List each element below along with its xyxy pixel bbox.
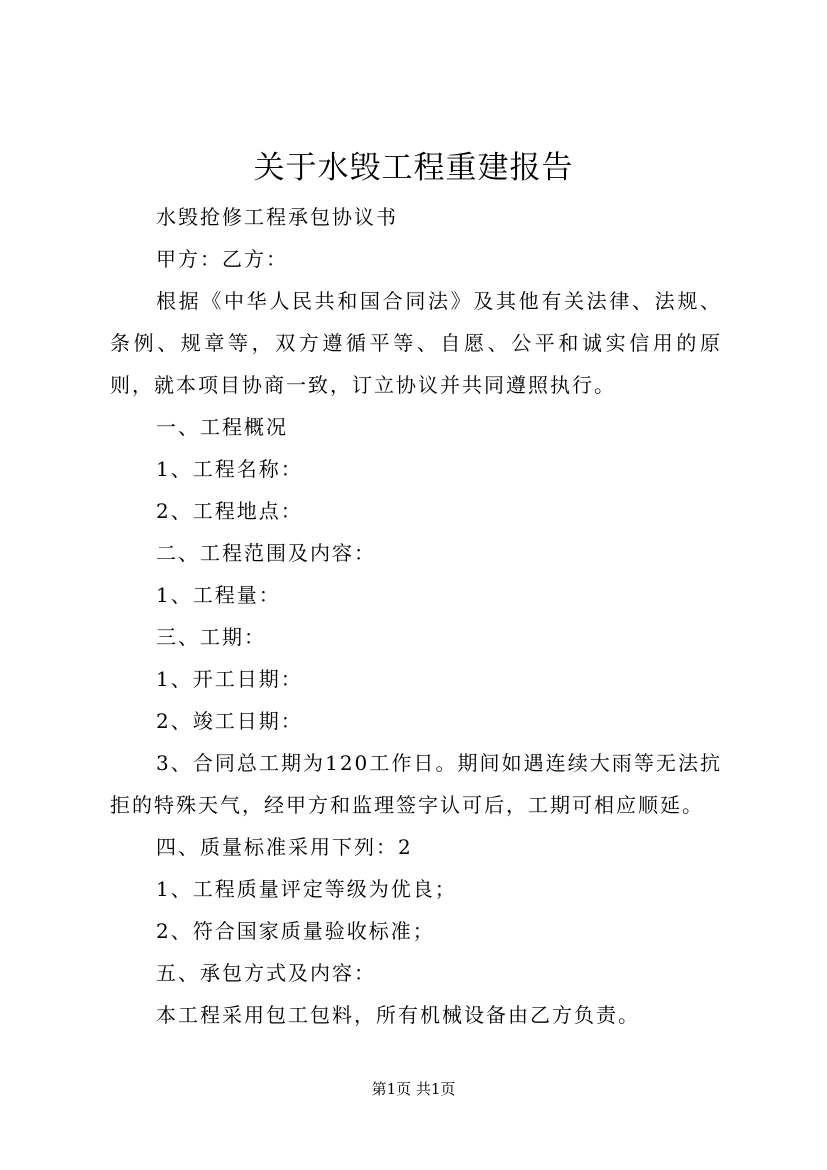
paragraph-quantity: 1、工程量：: [156, 583, 281, 607]
paragraph-quality-grade: 1、工程质量评定等级为优良；: [156, 877, 457, 901]
section-heading-contract-method: 五、承包方式及内容：: [156, 961, 376, 985]
section-heading-scope: 二、工程范围及内容：: [156, 541, 376, 565]
paragraph-parties: 甲方：乙方：: [156, 247, 288, 271]
paragraph-subtitle: 水毁抢修工程承包协议书: [156, 205, 398, 229]
section-heading-quality: 四、质量标准采用下列：2: [156, 835, 413, 859]
paragraph-quality-standard: 2、符合国家质量验收标准；: [156, 919, 435, 943]
paragraph-preamble: 根据《中华人民共和国合同法》及其他有关法律、法规、条例、规章等，双方遵循平等、自愿、公平和诚实信用的原则，就本项目协商一致，订立协议并共同遵照执行。: [110, 289, 722, 397]
document-title: 关于水毁工程重建报告: [253, 150, 574, 186]
section-heading-schedule: 三、工期：: [156, 625, 266, 649]
section-heading-overview: 一、工程概况: [156, 415, 288, 439]
paragraph-contract-method: 本工程采用包工包料，所有机械设备由乙方负责。: [156, 1003, 640, 1027]
paragraph-completion-date: 2、竣工日期：: [156, 709, 303, 733]
paragraph-project-location: 2、工程地点：: [156, 499, 303, 523]
paragraph-project-name: 1、工程名称：: [156, 457, 303, 481]
paragraph-start-date: 1、开工日期：: [156, 667, 303, 691]
document-body: [110, 196, 722, 1036]
paragraph-total-duration: 3、合同总工期为120工作日。期间如遇连续大雨等无法抗拒的特殊天气，经甲方和监理签字认可后，工期可相应顺延。: [110, 751, 722, 817]
page-number-footer: 第1页 共1页: [371, 1080, 456, 1098]
